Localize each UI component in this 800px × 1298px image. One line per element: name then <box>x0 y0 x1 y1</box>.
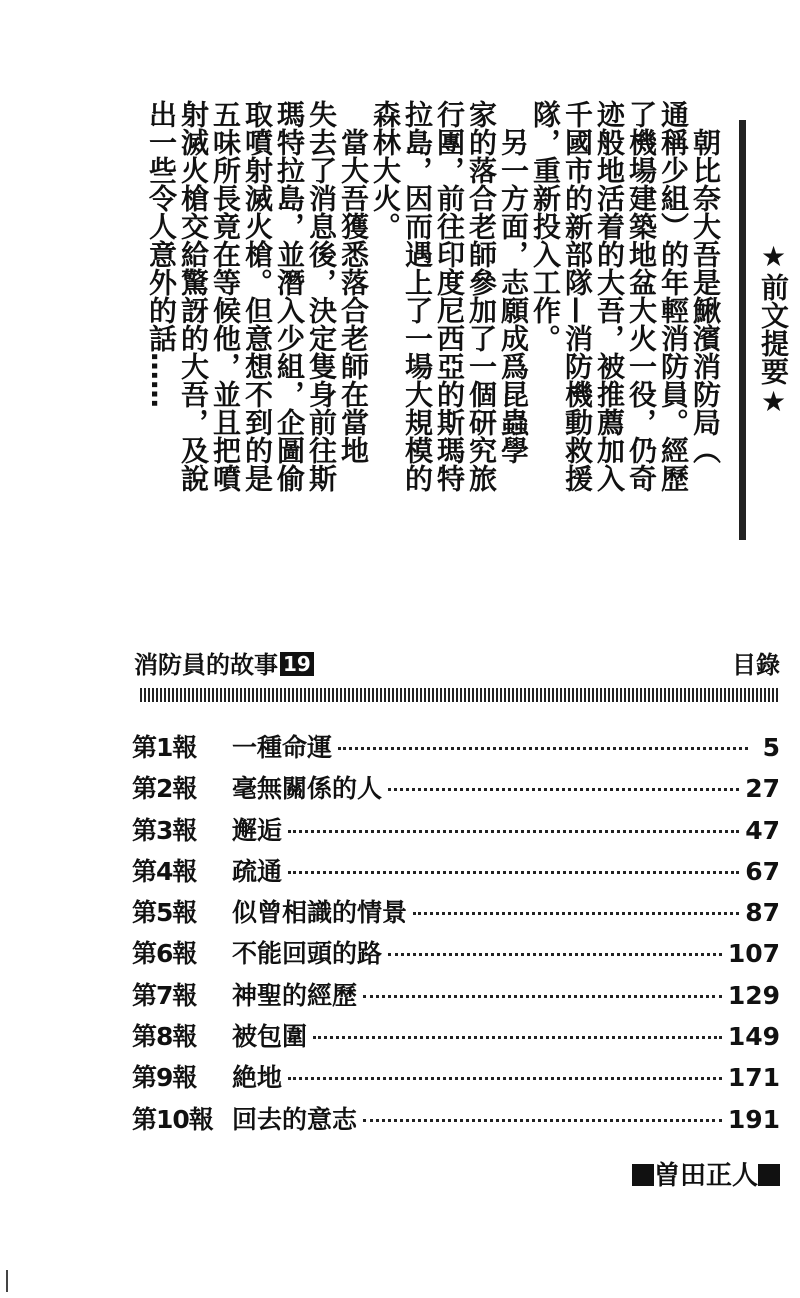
toc-chapter-title: 邂逅 <box>232 815 283 845</box>
synopsis-column: 隊，重新投入工作。 <box>529 100 562 352</box>
toc-chapter-number: 第1報 <box>132 733 197 762</box>
toc-page-number: 171 <box>727 1063 780 1093</box>
toc-chapter-number: 第5報 <box>132 898 197 928</box>
toc-chapter-number: 第2報 <box>132 774 197 804</box>
synopsis-heading-bar <box>739 120 790 540</box>
synopsis-heading: ★前文提要★ <box>757 240 790 418</box>
toc-chapter-number: 第4報 <box>132 856 197 886</box>
synopsis-column: 取噴射滅火槍。但意想不到的是 <box>241 100 274 492</box>
book-title-text: 消防員的故事 <box>134 651 278 679</box>
synopsis-column: 朝比奈大吾是鰍濱消防局（ <box>689 128 722 464</box>
synopsis-column: 家的落合老師參加了一個研究旅 <box>465 100 498 492</box>
square-icon <box>632 1164 654 1186</box>
synopsis-column: 迹般地活着的大吾，被推薦加入 <box>593 100 626 492</box>
toc-chapter-title: 不能回頭的路 <box>232 939 383 969</box>
toc-chapter-title: 似曾相識的情景 <box>232 898 408 928</box>
toc-leader-dots <box>363 995 722 998</box>
synopsis-column: 當大吾獲悉落合老師在當地 <box>337 128 370 464</box>
synopsis-column: 通稱少組）的年輕消防員。經歷 <box>657 100 690 492</box>
toc-page-number: 67 <box>745 856 780 886</box>
toc-leader-dots <box>338 747 748 750</box>
toc-header <box>134 645 780 685</box>
synopsis-column: 森林大火。 <box>369 100 402 240</box>
volume-badge: 19 <box>280 652 314 676</box>
scan-edge-mark <box>6 1270 8 1292</box>
toc-leader-dots <box>288 830 739 833</box>
toc-page-number: 5 <box>762 733 780 762</box>
toc-leader-dots <box>363 1119 722 1122</box>
toc-entry <box>132 893 780 934</box>
toc-chapter-title: 疏通 <box>232 856 283 886</box>
toc-page-number: 129 <box>727 980 780 1010</box>
toc-leader-dots <box>313 1036 722 1039</box>
synopsis-column: 出一些令人意外的話…… <box>145 100 178 408</box>
toc-chapter-number: 第8報 <box>132 1022 197 1052</box>
toc-entry <box>132 728 780 769</box>
toc-page-number: 87 <box>745 898 780 928</box>
toc-page-number: 47 <box>745 815 780 845</box>
toc-entry <box>132 1100 780 1141</box>
toc-chapter-title: 一種命運 <box>232 733 333 762</box>
toc-chapter-title: 被包圍 <box>232 1022 308 1052</box>
synopsis-text <box>140 100 720 520</box>
synopsis-column: 另一方面，志願成爲昆蟲學 <box>497 128 530 464</box>
toc-chapter-title: 回去的意志 <box>232 1104 358 1134</box>
square-icon <box>758 1164 780 1186</box>
toc-entry <box>132 769 780 810</box>
toc-chapter-number: 第3報 <box>132 815 197 845</box>
toc-label: 目錄 <box>732 651 780 679</box>
toc-entry <box>132 934 780 975</box>
synopsis-column: 失去了消息後，決定隻身前往斯 <box>305 100 338 492</box>
synopsis-column: 射滅火槍交給驚訝的大吾，及說 <box>177 100 210 492</box>
toc-list <box>132 728 780 1141</box>
toc-entry <box>132 1017 780 1058</box>
toc-page-number: 149 <box>727 1022 780 1052</box>
toc-chapter-number: 第7報 <box>132 980 197 1010</box>
book-title <box>134 645 314 680</box>
toc-page-number: 27 <box>745 774 780 804</box>
toc-page-number: 191 <box>727 1104 780 1134</box>
toc-entry <box>132 852 780 893</box>
author-name: 曽田正人 <box>653 1161 758 1191</box>
toc-chapter-title: 毫無關係的人 <box>232 774 383 804</box>
synopsis-column: 五味所長竟在等候他，並且把噴 <box>209 100 242 492</box>
toc-chapter-title: 神聖的經歷 <box>232 980 358 1010</box>
toc-chapter-number: 第10報 <box>132 1104 213 1134</box>
toc-leader-dots <box>388 788 739 791</box>
toc-entry <box>132 1058 780 1099</box>
toc-leader-dots <box>288 871 739 874</box>
synopsis-column: 瑪特拉島，並潛入少組，企圖偷 <box>273 100 306 492</box>
synopsis-column: 千國市的新部隊—消防機動救援 <box>561 100 594 492</box>
toc-leader-dots <box>413 912 739 915</box>
toc-entry <box>132 811 780 852</box>
toc-chapter-number: 第6報 <box>132 939 197 969</box>
toc-leader-dots <box>388 953 722 956</box>
decorative-rule <box>140 688 780 702</box>
synopsis-column: 拉島，因而遇上了一場大規模的 <box>401 100 434 492</box>
toc-entry <box>132 976 780 1017</box>
toc-page-number: 107 <box>727 939 780 969</box>
author-credit <box>632 1155 780 1192</box>
toc-chapter-number: 第9報 <box>132 1063 197 1093</box>
synopsis-column: 了機場建築地盆大火一役，仍奇 <box>625 100 658 492</box>
synopsis-column: 行團，前往印度尼西亞的斯瑪特 <box>433 100 466 492</box>
toc-leader-dots <box>288 1077 722 1080</box>
toc-chapter-title: 絶地 <box>232 1063 283 1093</box>
